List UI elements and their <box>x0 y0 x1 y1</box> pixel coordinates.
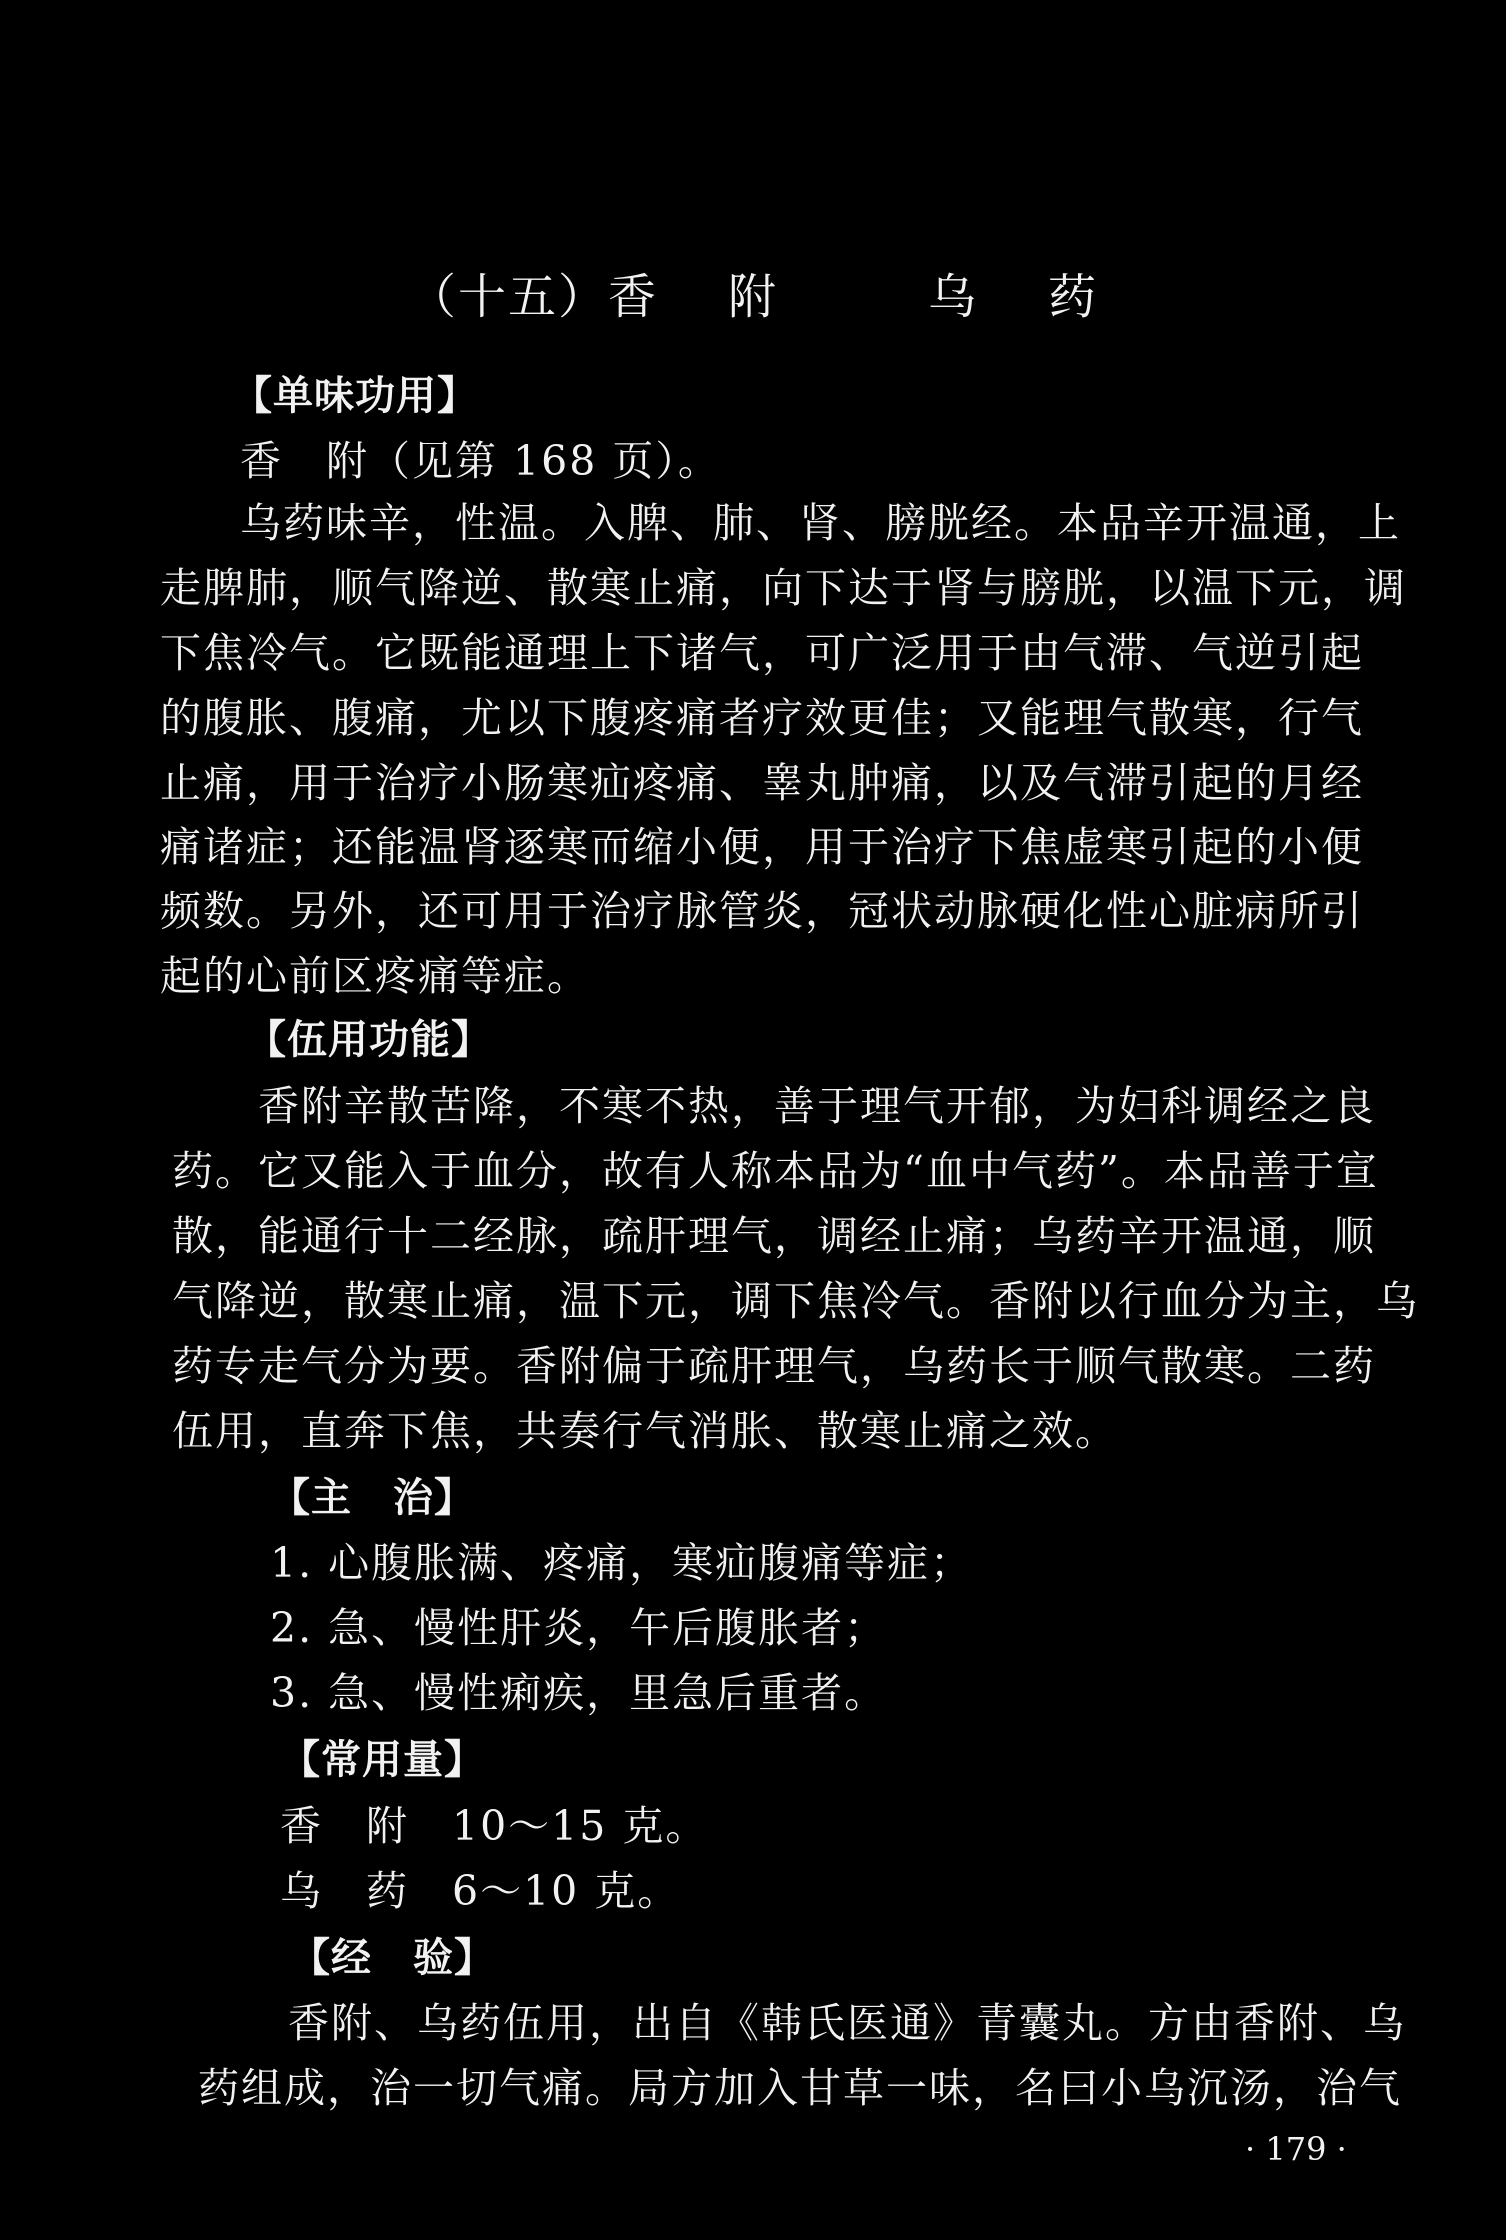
text-line: 下焦冷气。它既能通理上下诸气，可广泛用于由气滞、气逆引起 <box>160 629 1364 677</box>
list-item: 1. 心腹胀满、疼痛，寒疝腹痛等症； <box>270 1539 974 1587</box>
section-heading-wuyong: 【伍用功能】 <box>246 1017 492 1063</box>
text-line: 走脾肺，顺气降逆、散寒止痛，向下达于肾与膀胱，以温下元，调 <box>160 564 1407 612</box>
dosage-line: 香 附 10～15 克。 <box>280 1802 709 1850</box>
text-line: 痛诸症；还能温肾逐寒而缩小便，用于治疗下焦虚寒引起的小便 <box>160 823 1364 871</box>
text-line: 香附辛散苦降，不寒不热，善于理气开郁，为妇科调经之良 <box>258 1082 1376 1130</box>
list-item: 3. 急、慢性痢疾，里急后重者。 <box>270 1669 888 1717</box>
text-line: 药专走气分为要。香附偏于疏肝理气，乌药长于顺气散寒。二药 <box>172 1342 1376 1390</box>
text-line: 药组成，治一切气痛。局方加入甘草一味，名曰小乌沉汤，治气 <box>198 2064 1402 2112</box>
text-line: 药。它又能入于血分，故有人称本品为“血中气药”。本品善于宣 <box>172 1147 1379 1195</box>
section-heading-zhuzhi: 【主 治】 <box>270 1475 475 1521</box>
text-line: 止痛，用于治疗小肠寒疝疼痛、睾丸肿痛，以及气滞引起的月经 <box>160 759 1364 807</box>
section-heading-danwei: 【单味功用】 <box>232 373 478 419</box>
text-line: 香 附（见第 168 页）。 <box>240 437 721 485</box>
title-prefix: （十五）香 <box>407 269 658 325</box>
text-line: 伍用，直奔下焦，共奏行气消胀、散寒止痛之效。 <box>172 1407 1118 1455</box>
text-line: 香附、乌药伍用，出自《韩氏医通》青囊丸。方由香附、乌 <box>288 1999 1406 2047</box>
page-number: · 179 · <box>1245 2130 1347 2168</box>
page-title <box>0 258 1506 327</box>
dosage-line: 乌 药 6～10 克。 <box>280 1867 681 1915</box>
text-line: 频数。另外，还可用于治疗脉管炎，冠状动脉硬化性心脏病所引 <box>160 887 1364 935</box>
title-b: 药 <box>1048 269 1099 325</box>
text-line: 散，能通行十二经脉，疏肝理气，调经止痛；乌药辛开温通，顺 <box>172 1212 1376 1260</box>
section-heading-jingyan: 【经 验】 <box>290 1935 495 1981</box>
title-a: 乌 <box>928 269 979 325</box>
title-mid: 附 <box>727 269 778 325</box>
text-line: 的腹胀、腹痛，尤以下腹疼痛者疗效更佳；又能理气散寒，行气 <box>160 694 1364 742</box>
section-heading-changyong: 【常用量】 <box>280 1737 485 1783</box>
text-line: 乌药味辛，性温。入脾、肺、肾、膀胱经。本品辛开温通，上 <box>240 499 1401 547</box>
list-item: 2. 急、慢性肝炎，午后腹胀者； <box>270 1604 888 1652</box>
text-line: 起的心前区疼痛等症。 <box>160 952 590 1000</box>
text-line: 气降逆，散寒止痛，温下元，调下焦冷气。香附以行血分为主，乌 <box>172 1277 1419 1325</box>
